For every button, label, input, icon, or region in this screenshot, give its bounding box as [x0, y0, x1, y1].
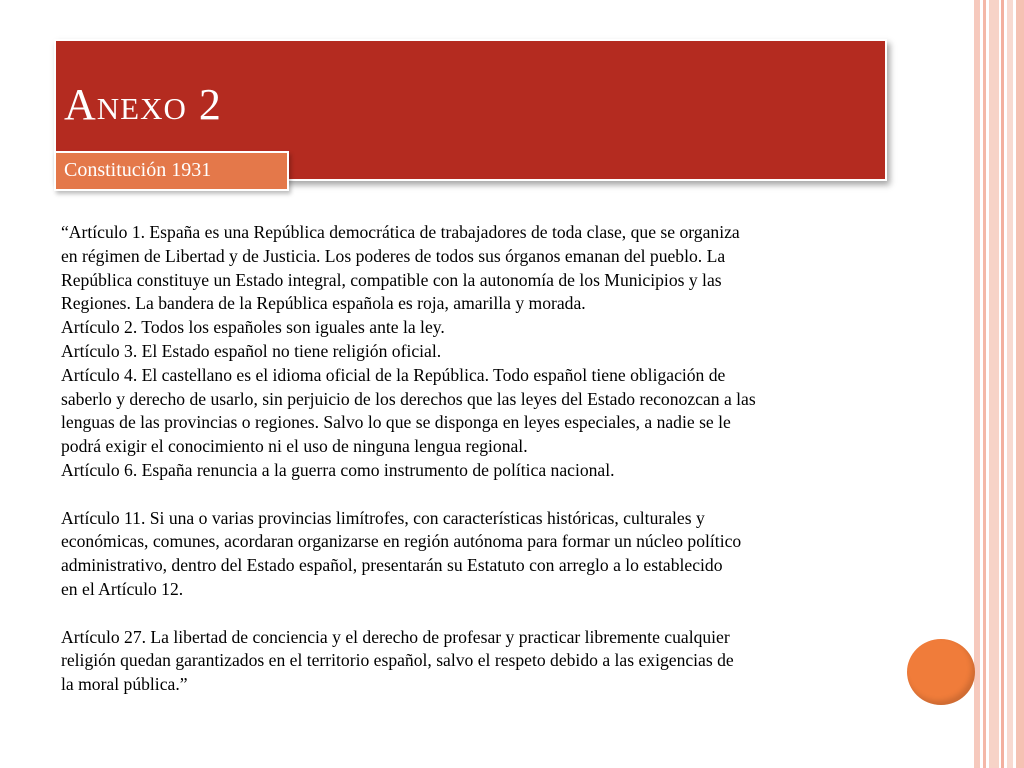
blank-line	[61, 602, 961, 626]
text-line: administrativo, dentro del Estado español, presentarán su Estatuto con arreglo a lo establecido	[61, 555, 723, 576]
text-line: República constituye un Estado integral, compatible con la autonomía de los Municipios y las	[61, 269, 722, 290]
stripe	[1016, 0, 1024, 768]
text-line: Artículo 11. Si una o varias provincias limítrofes, con características históricas, culturales y	[61, 507, 705, 528]
stripe	[974, 0, 980, 768]
stripe	[983, 0, 986, 768]
text-line: lenguas de las provincias o regiones. Salvo lo que se disponga en leyes especiales, a nadie se le	[61, 412, 731, 433]
text-line: Artículo 27. La libertad de conciencia y el derecho de profesar y practicar libremente cualquier	[61, 626, 730, 647]
decorative-circle	[907, 639, 975, 705]
text-line: Artículo 4. El castellano es el idioma oficial de la República. Todo español tiene obligación de	[61, 364, 726, 385]
stripe	[1007, 0, 1013, 768]
stripe	[989, 0, 999, 768]
blank-line	[61, 483, 961, 507]
text-line: Regiones. La bandera de la República española es roja, amarilla y morada.	[61, 293, 586, 314]
text-line: económicas, comunes, acordaran organizarse en región autónoma para formar un núcleo político	[61, 531, 742, 552]
text-line: religión quedan garantizados en el territorio español, salvo el respeto debido a las exigencias de	[61, 650, 734, 671]
subtitle-tab	[54, 151, 289, 191]
text-line: saberlo y derecho de usarlo, sin perjuicio de los derechos que las leyes del Estado reconozcan a las	[61, 388, 756, 409]
text-line: la moral pública.”	[61, 674, 188, 695]
stripe	[1001, 0, 1004, 768]
text-line: “Artículo 1. España es una República democrática de trabajadores de toda clase, que se organiza	[61, 222, 740, 242]
text-line: Artículo 3. El Estado español no tiene religión oficial.	[61, 340, 442, 361]
decorative-stripes	[974, 0, 1024, 768]
text-line: podrá exigir el conocimiento ni el uso de ninguna lengua regional.	[61, 436, 528, 457]
slide-title: Anexo 2	[64, 80, 222, 129]
text-line: en régimen de Libertad y de Justicia. Los poderes de todos sus órganos emanan del pueblo. La	[61, 245, 726, 266]
text-line: Artículo 2. Todos los españoles son iguales ante la ley.	[61, 317, 445, 338]
text-line: Artículo 6. España renuncia a la guerra como instrumento de política nacional.	[61, 459, 615, 480]
slide-subtitle: Constitución 1931	[64, 159, 212, 181]
text-line: en el Artículo 12.	[61, 578, 184, 599]
body-text	[61, 221, 961, 697]
